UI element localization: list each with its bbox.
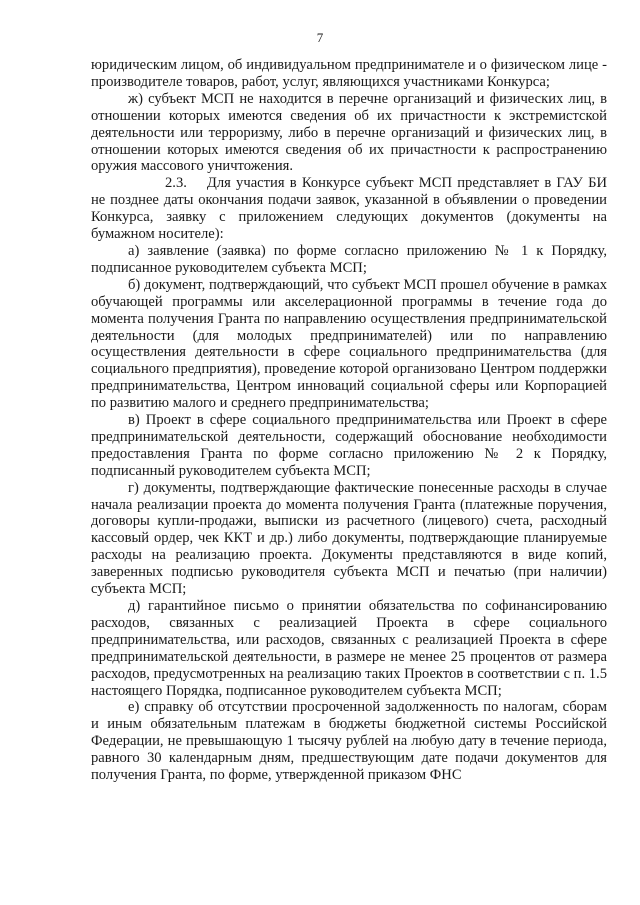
- page-number: 7: [316, 30, 324, 45]
- paragraph-item-d: д) гарантийное письмо о принятии обязательства по софинансированию расходов, связанных с реализацией Проекта в сфере социального предпринимательства, или расходов, связанных с реализацией Проекта в сфере предпринимательской деятельности, в размере не менее 25 процентов от размера расходов, предусмотренных на реализацию таких Проектов в соответствии с п. 1.5 настоящего Порядка, подписанное руководителем субъекта МСП;: [91, 598, 607, 699]
- document-body: [91, 57, 607, 784]
- section-number: 2.3.: [165, 175, 187, 192]
- paragraph-item-e: е) справку об отсутствии просроченной задолженность по налогам, сборам и иным обязательным платежам в бюджеты бюджетной системы Российской Федерации, не превышающую 1 тысячу рублей на любую дату в течение периода, равного 30 календарным дням, предшествующим дате подачи документов для получения Гранта, по форме, утвержденной приказом ФНС: [91, 699, 607, 784]
- paragraph-item-v: в) Проект в сфере социального предпринимательства или Проект в сфере предпринимательской деятельности, содержащий обоснование необходимости предоставления Гранта по форме согласно приложению № 2 к Порядку, подписанный руководителем субъекта МСП;: [91, 412, 607, 479]
- paragraph-item-a: а) заявление (заявка) по форме согласно приложению № 1 к Порядку, подписанное руководителем субъекта МСП;: [91, 242, 607, 276]
- section-text: Для участия в Конкурсе субъект МСП представляет в ГАУ БИ не позднее даты окончания подачи заявок, указанной в объявлении о проведении Конкурса, заявку с приложением следующих документов (документы на бумажном носителе):: [91, 175, 607, 243]
- paragraph-item-b: б) документ, подтверждающий, что субъект МСП прошел обучение в рамках обучающей программы или акселерационной программы в течение года до момента получения Гранта по направлению осуществления предпринимательской деятельности (для молодых предпринимателей) или по направлению осуществления деятельности в сфере социального предпринимательства (для социального предприятия), проведение которой организовано Центром поддержки предпринимательства, Центром инноваций социальной сферы или Корпорацией по развитию малого и среднего предпринимательства;: [91, 276, 607, 412]
- paragraph-item-g: г) документы, подтверждающие фактические понесенные расходы в случае начала реализации проекта до момента получения Гранта (платежные поручения, договоры купли-продажи, выписки из расчетного (лицевого) счета, расходный кассовый ордер, чек ККТ и др.) либо документы, подтверждающие планируемые расходы на реализацию проекта. Документы представляются в виде копий, заверенных подписью руководителя субъекта МСП и печатью (при наличии) субъекта МСП;: [91, 479, 607, 598]
- paragraph-item-zh: ж) субъект МСП не находится в перечне организаций и физических лиц, в отношении которых имеются сведения об их причастности к экстремистской деятельности или терроризму, либо в перечне организаций и физических лиц, в отношении которых имеются сведения об их причастности к распространению оружия массового уничтожения.: [91, 90, 607, 175]
- paragraph-continuation: юридическим лицом, об индивидуальном предпринимателе и о физическом лице - производителе товаров, работ, услуг, являющихся участниками Конкурса;: [91, 57, 607, 90]
- paragraph-section-2-3: [91, 175, 607, 243]
